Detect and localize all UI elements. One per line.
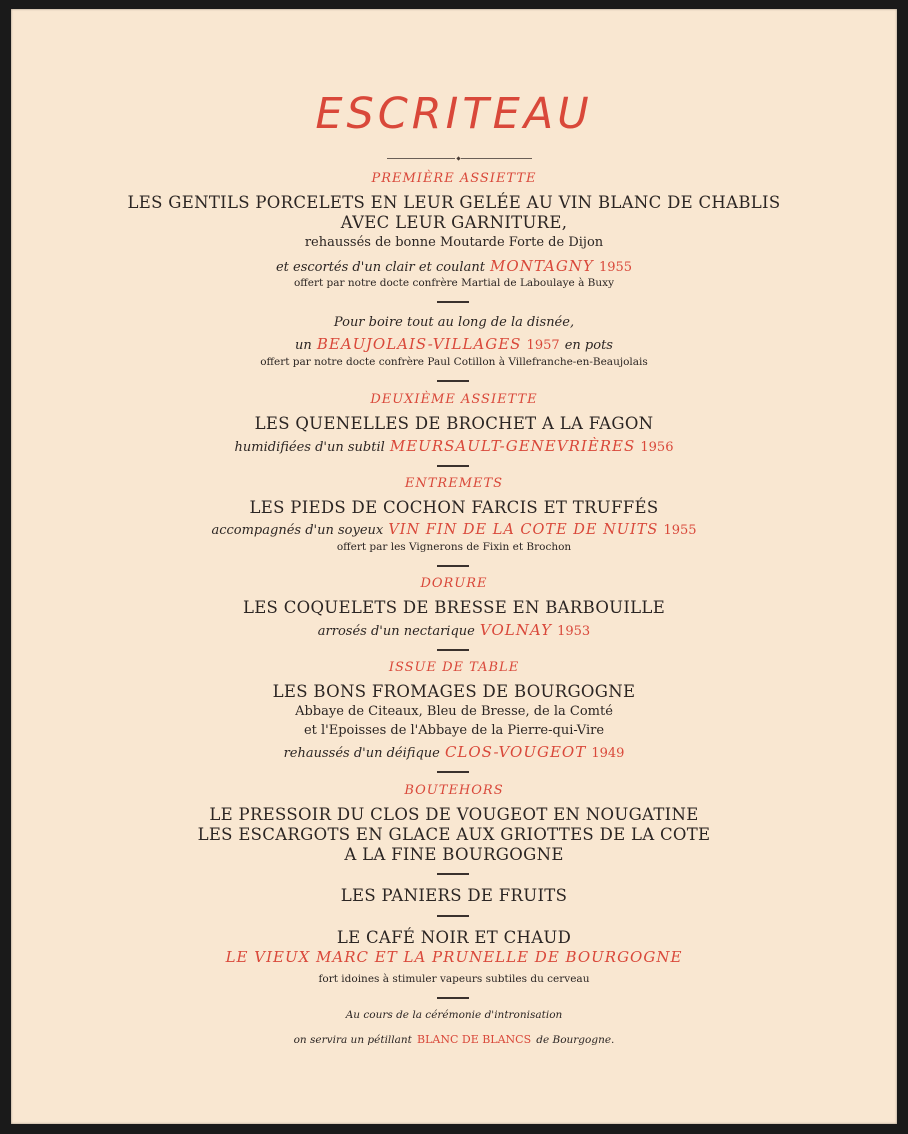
dish-line: LE PRESSOIR DU CLOS DE VOUGEOT EN NOUGATINE [209, 805, 699, 824]
dish-line: AVEC LEUR GARNITURE, [340, 213, 568, 232]
menu-title: ESCRITEAU [315, 89, 593, 139]
wine-intro: Pour boire tout au long de la disnée, [333, 315, 575, 330]
divider-rule [437, 565, 469, 567]
ceremony-intro: on servira un pétillant [293, 1034, 412, 1046]
divider-rule [437, 915, 469, 917]
donor-note: offert par notre docte confrère Paul Cotillon à Villefranche-en-Beaujolais [260, 356, 648, 368]
course-heading: DEUXIÈME ASSIETTE [370, 392, 538, 407]
divider-rule [437, 380, 469, 382]
wine-line [11, 519, 897, 538]
wine-intro: un [295, 338, 312, 353]
dish-detail: et l'Epoisses de l'Abbaye de la Pierre-qui-Vire [303, 723, 605, 738]
wine-name: VOLNAY [479, 621, 553, 639]
dish-line: A LA FINE BOURGOGNE [344, 845, 564, 864]
dish-detail: Abbaye de Citeaux, Bleu de Bresse, de la Comté [295, 704, 613, 719]
dish-line: LES PANIERS DE FRUITS [340, 886, 568, 905]
wine-name: BEAUJOLAIS-VILLAGES [316, 335, 522, 353]
dish-line: LE CAFÉ NOIR ET CHAUD [336, 928, 572, 947]
divider-rule [437, 771, 469, 773]
wine-name: MONTAGNY [490, 257, 594, 275]
dish-line: LES BONS FROMAGES DE BOURGOGNE [272, 682, 636, 701]
divider-rule [437, 873, 469, 875]
course-heading: BOUTEHORS [404, 783, 504, 798]
ceremony-note: Au cours de la cérémonie d'intronisation [345, 1009, 563, 1021]
digestif-line: LE VIEUX MARC ET LA PRUNELLE DE BOURGOGNE [225, 948, 683, 966]
course-heading: PREMIÈRE ASSIETTE [371, 171, 537, 186]
menu-card [11, 9, 897, 1124]
donor-note: offert par les Vignerons de Fixin et Brochon [336, 541, 572, 553]
wine-year: 1956 [640, 440, 674, 455]
wine-line [11, 256, 897, 275]
wine-name: MEURSAULT-GENEVRIÈRES [389, 437, 636, 455]
wine-outro: en pots [564, 338, 613, 353]
wine-year: 1953 [557, 624, 591, 639]
dish-detail: rehaussés de bonne Moutarde Forte de Dijon [304, 235, 604, 250]
wine-year: 1949 [591, 746, 625, 761]
wine-name: CLOS-VOUGEOT [444, 743, 587, 761]
course-heading: DORURE [420, 576, 488, 591]
wine-line [11, 742, 897, 761]
ornament-divider [387, 156, 532, 162]
dish-line: LES GENTILS PORCELETS EN LEUR GELÉE AU VIN BLANC DE CHABLIS [127, 193, 781, 212]
wine-intro: humidifiées d'un subtil [234, 440, 385, 455]
wine-year: 1957 [526, 338, 560, 353]
wine-intro: arrosés d'un nectarique [317, 624, 475, 639]
digestif-note: fort idoines à stimuler vapeurs subtiles du cerveau [318, 973, 590, 985]
donor-note: offert par notre docte confrère Martial de Laboulaye à Buxy [293, 277, 615, 289]
wine-intro: rehaussés d'un déifique [283, 746, 440, 761]
divider-rule [437, 465, 469, 467]
wine-year: 1955 [663, 523, 697, 538]
wine-name: BLANC DE BLANCS [417, 1033, 532, 1046]
dish-line: LES ESCARGOTS EN GLACE AUX GRIOTTES DE LA COTE [197, 825, 711, 844]
divider-rule [437, 997, 469, 999]
dish-line: LES PIEDS DE COCHON FARCIS ET TRUFFÉS [249, 498, 659, 517]
dish-line: LES COQUELETS DE BRESSE EN BARBOUILLE [242, 598, 666, 617]
course-heading: ISSUE DE TABLE [388, 660, 520, 675]
wine-year: 1955 [598, 260, 633, 275]
wine-intro: accompagnés d'un soyeux [211, 523, 384, 538]
wine-line [11, 620, 897, 639]
wine-intro: et escortés d'un clair et coulant [275, 260, 485, 275]
dish-line: LES QUENELLES DE BROCHET A LA FAGON [254, 414, 654, 433]
divider-rule [437, 301, 469, 303]
course-heading: ENTREMETS [404, 476, 504, 491]
divider-rule [437, 649, 469, 651]
ceremony-outro: de Bourgogne. [536, 1034, 615, 1046]
ceremony-wine-line [11, 1028, 897, 1047]
wine-line [11, 334, 897, 353]
wine-name: VIN FIN DE LA COTE DE NUITS [388, 522, 659, 538]
wine-line [11, 436, 897, 455]
